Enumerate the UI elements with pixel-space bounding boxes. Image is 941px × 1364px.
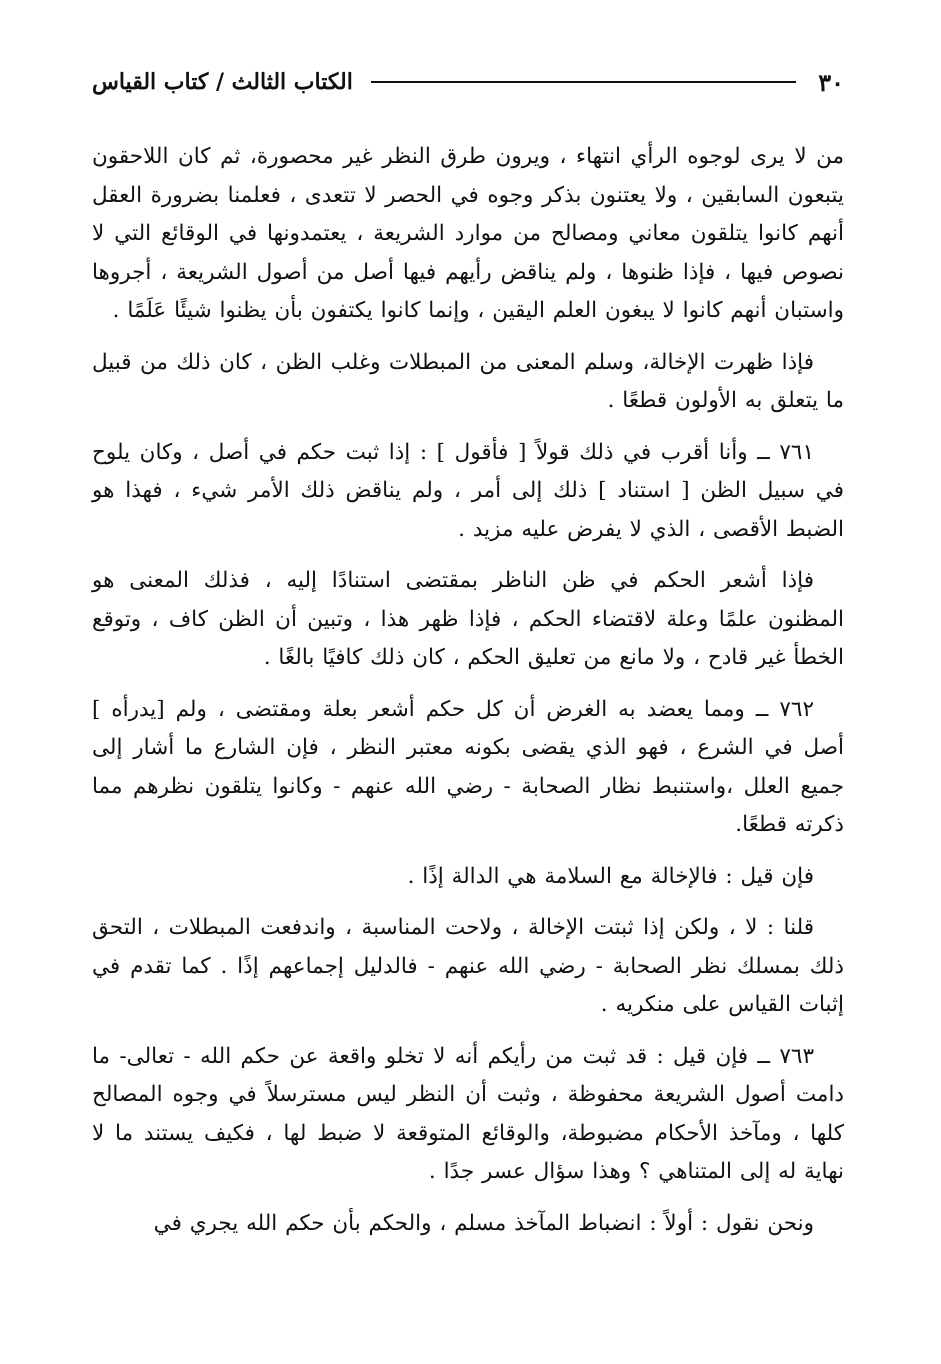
numbered-paragraph-762: ٧٦٢ ــ ومما يعضد به الغرض أن كل حكم أشعر بعلة ومقتضى ، ولم [يدرأه ] أصل في الشرع ، فهو الذي يقضى بكونه معتبر النظر ، فإن الشارع ما أشار إلى جميع العلل ،واستنبط نظار الصحابة - رضي الله عنهم - وكانوا يتلقون نظرهم مما ذكرته قطعًا. bbox=[92, 696, 844, 837]
page-header bbox=[92, 58, 844, 106]
page-number: ٣٠ bbox=[818, 67, 844, 97]
numbered-paragraph-763: ٧٦٣ ــ فإن قيل : قد ثبت من رأيكم أنه لا تخلو واقعة عن حكم الله - تعالى- ما دامت أصول الشريعة محفوظة ، وثبت أن النظر ليس مسترسلاً في وجوه المصالح كلها ، ومآخذ الأحكام مضبوطة، والوقائع المتوقعة لا ضبط لها ، فكيف يستند ما لا نهاية له إلى المتناهي ؟ وهذا سؤال عسر جدًا . bbox=[92, 1043, 844, 1184]
numbered-paragraph-761: ٧٦١ ــ وأنا أقرب في ذلك قولاً [ فأقول ] : إذا ثبت حكم في أصل ، وكان يلوح في سبيل الظن [ استناد ] ذلك إلى أمر ، ولم يناقض ذلك الأمر شيء ، فهذا هو الضبط الأقصى ، الذي لا يفرض عليه مزيد . bbox=[92, 439, 844, 542]
paragraph: قلنا : لا ، ولكن إذا ثبتت الإخالة ، ولاحت المناسبة ، واندفعت المبطلات ، التحق ذلك بمسلك نظر الصحابة - رضي الله عنهم - فالدليل إجماعهم إذًا . كما تقدم في إثبات القياس على منكريه . bbox=[92, 915, 844, 1017]
paragraph: ونحن نقول : أولاً : انضباط المآخذ مسلم ، والحكم بأن حكم الله يجري في bbox=[153, 1210, 814, 1236]
header-rule bbox=[371, 81, 796, 83]
body-text bbox=[92, 138, 844, 1243]
paragraph: من لا يرى لوجوه الرأي انتهاء ، ويرون طرق النظر غير محصورة، ثم كان اللاحقون يتبعون السابقين ، ولا يعتنون بذكر وجوه في الحصر لا تتعدى ، فعلمنا بضرورة العقل أنهم كانوا يتلقون معاني ومصالح من موارد الشريعة ، يعتمدونها في الوقائع التي لا نصوص فيها ، فإذا ظنوها ، ولم يناقض رأيهم فيها أصل من أصول الشريعة ، أجروها واستبان أنهم كانوا لا يبغون العلم اليقين ، وإنما كانوا يكتفون بأن يظنوا شيئًا عَلَمًا . bbox=[92, 144, 844, 323]
paragraph: فإذا ظهرت الإخالة، وسلم المعنى من المبطلات وغلب الظن ، كان ذلك من قبيل ما يتعلق به الأولون قطعًا . bbox=[92, 349, 844, 413]
paragraph: فإذا أشعر الحكم في ظن الناظر بمقتضى استنادًا إليه ، فذلك المعنى هو المظنون علمًا وعلة لاقتضاء الحكم ، فإذا ظهر هذا ، وتبين أن الظن كاف ، وتوقع الخطأ غير قادح ، ولا مانع من تعليق الحكم ، كان ذلك كافيًا بالغًا . bbox=[92, 568, 844, 670]
running-title: الكتاب الثالث / كتاب القياس bbox=[92, 69, 353, 95]
paragraph: فإن قيل : فالإخالة مع السلامة هي الدالة إذًا . bbox=[407, 863, 814, 889]
book-page bbox=[92, 58, 844, 1348]
